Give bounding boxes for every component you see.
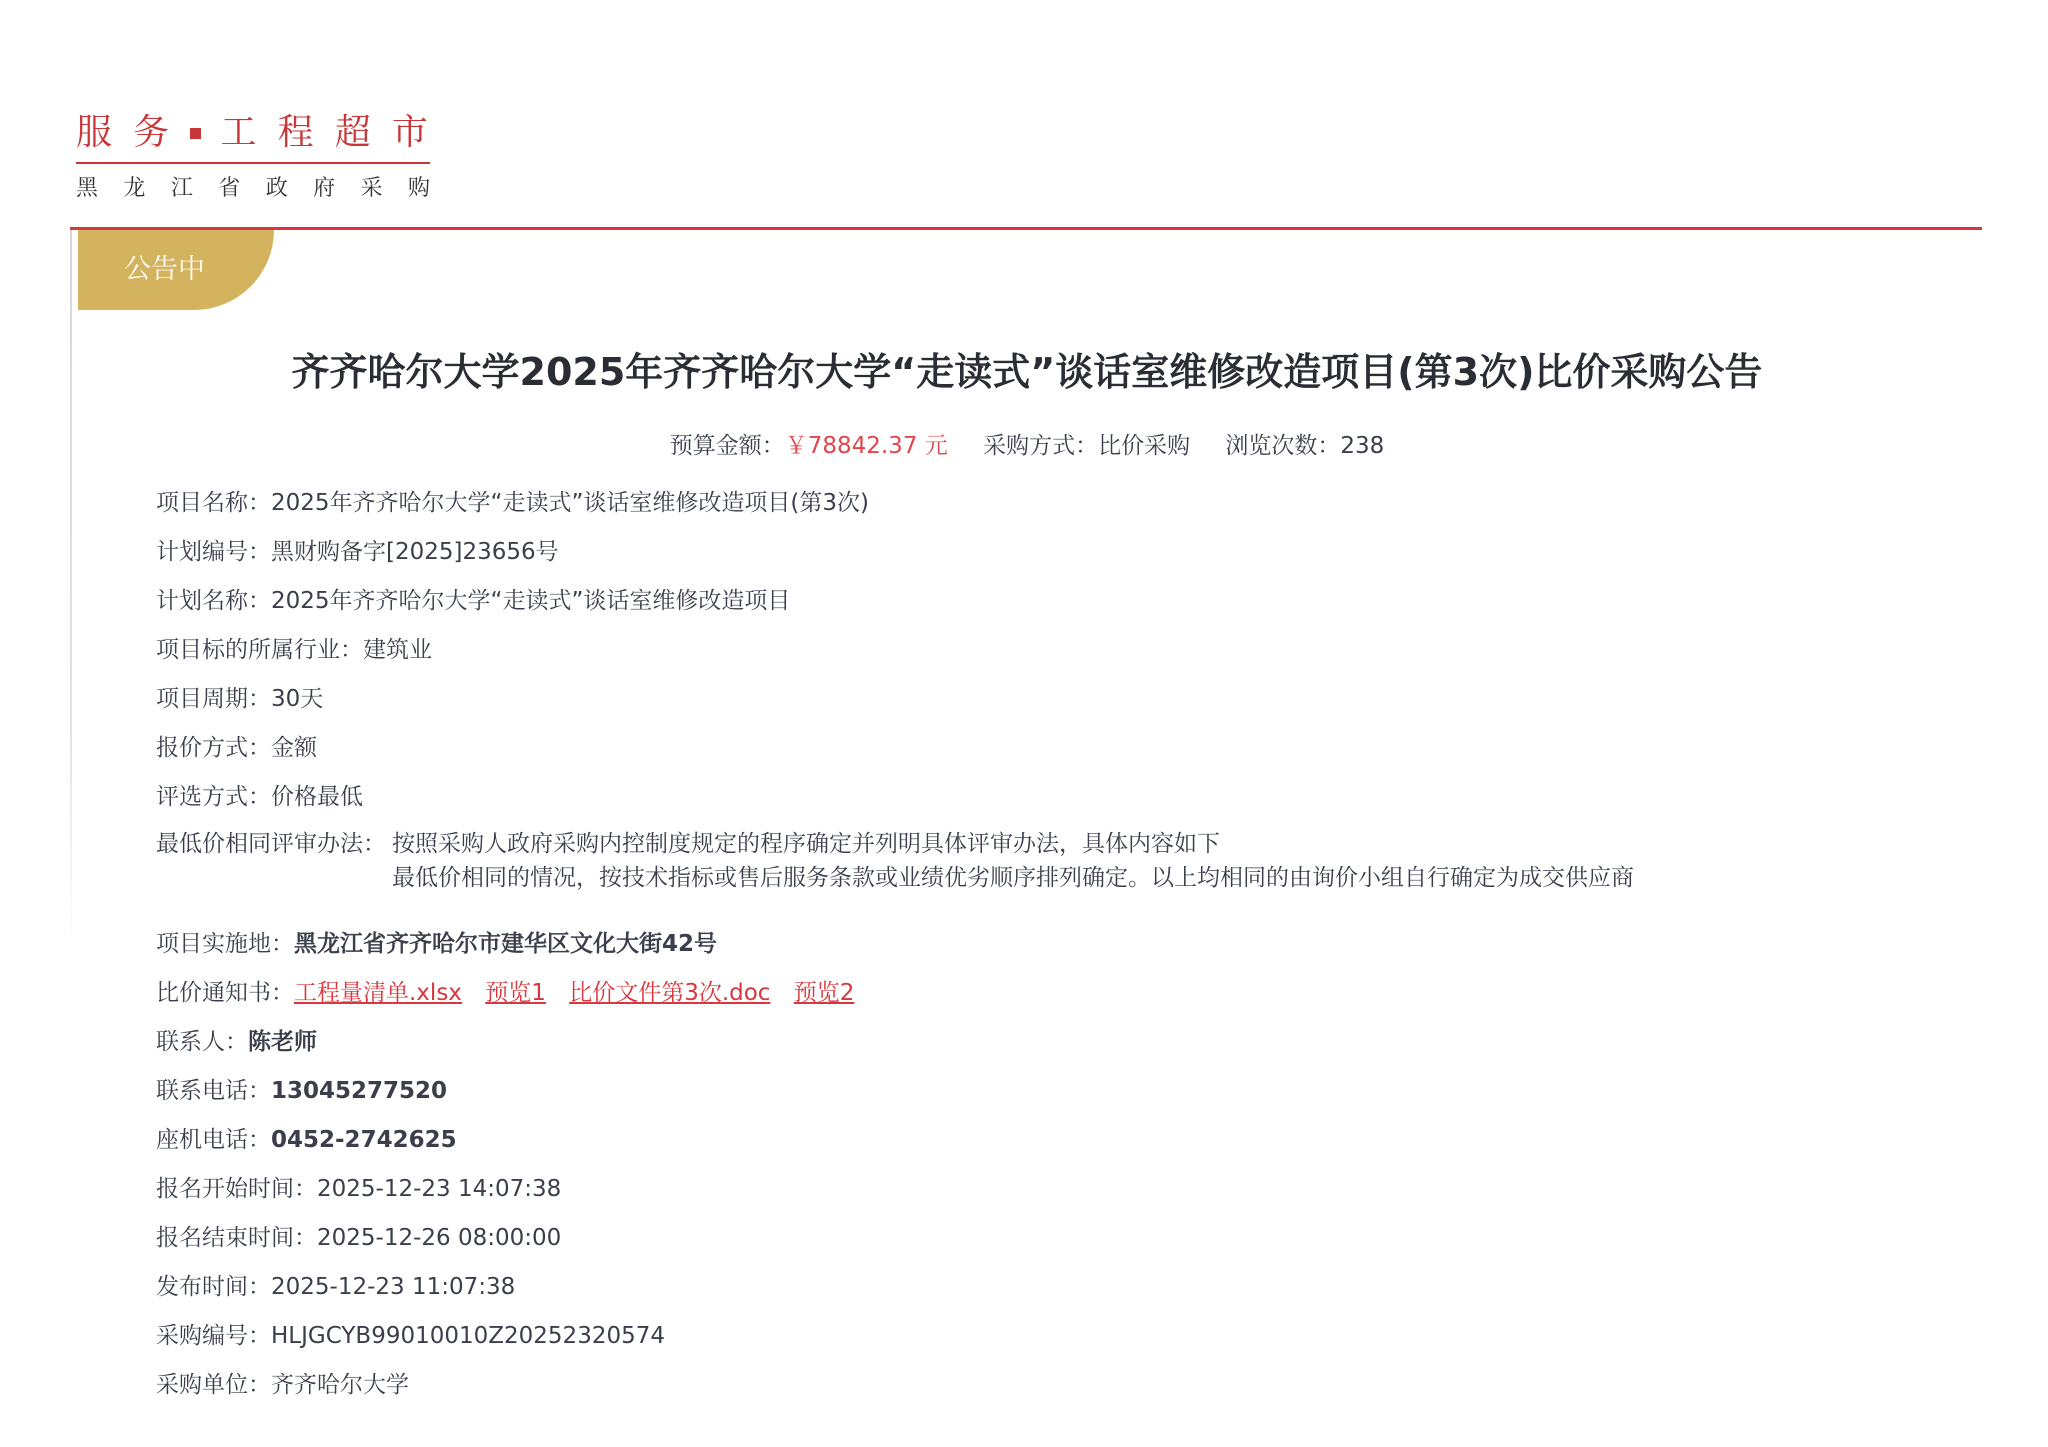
logo-sub-char: 省	[218, 176, 241, 201]
field-value: 金额	[271, 734, 317, 761]
method-value: 比价采购	[1098, 433, 1191, 459]
attachment-link-doc[interactable]: 比价文件第3次.doc	[569, 979, 771, 1006]
field-value: HLJGCYB99010010Z20252320574	[271, 1322, 665, 1349]
logo-sub-char: 府	[313, 176, 336, 201]
logo-sub-char: 采	[360, 176, 383, 201]
field-purchaser	[156, 1360, 1936, 1409]
field-period	[156, 674, 1936, 723]
logo-sub-char: 黑	[76, 176, 99, 201]
logo-sub-char: 江	[170, 176, 193, 201]
field-value: 13045277520	[271, 1077, 448, 1104]
field-value: 黑龙江省齐齐哈尔市建华区文化大街42号	[294, 930, 718, 957]
field-value-line: 按照采购人政府采购内控制度规定的程序确定并列明具体评审办法，具体内容如下	[392, 831, 1220, 857]
field-value: 30天	[271, 685, 324, 712]
field-plan-name	[156, 576, 1936, 625]
logo-sub-char: 龙	[123, 176, 146, 201]
field-notice	[156, 968, 1936, 1017]
logo-char: 工	[220, 112, 259, 153]
field-value: 2025-12-23 11:07:38	[271, 1273, 516, 1300]
logo-sub-char: 购	[407, 176, 430, 201]
logo-dot-icon	[190, 128, 201, 139]
field-value: 2025-12-26 08:00:00	[317, 1224, 562, 1251]
field-publish-time	[156, 1262, 1936, 1311]
field-label: 项目实施地：	[156, 930, 294, 957]
field-label: 联系电话：	[156, 1077, 271, 1104]
field-value-lines	[392, 827, 1634, 919]
logo-char: 超	[334, 112, 373, 153]
field-label: 联系人：	[156, 1028, 248, 1055]
field-selection-method	[156, 772, 1936, 821]
logo-char: 市	[391, 112, 430, 153]
field-phone	[156, 1066, 1936, 1115]
field-value: 2025-12-23 14:07:38	[317, 1175, 562, 1202]
field-label: 采购单位：	[156, 1371, 271, 1398]
views-info	[1225, 433, 1384, 459]
field-label: 项目标的所属行业：	[156, 636, 363, 663]
attachment-links	[294, 975, 870, 1011]
field-label: 最低价相同评审办法：	[156, 831, 386, 857]
field-procurement-no	[156, 1311, 1936, 1360]
field-label: 计划名称：	[156, 587, 271, 614]
logo-divider	[76, 162, 430, 164]
method-info	[983, 433, 1190, 459]
preview-link-1[interactable]: 预览1	[485, 979, 546, 1006]
preview-link-2[interactable]: 预览2	[793, 979, 855, 1006]
budget-info	[670, 433, 948, 459]
logo-char: 服	[76, 112, 115, 153]
field-value: 0452-2742625	[271, 1126, 457, 1153]
field-label: 评选方式：	[156, 783, 271, 810]
views-value: 238	[1340, 433, 1385, 459]
field-label: 报名开始时间：	[156, 1175, 317, 1202]
field-label: 项目周期：	[156, 685, 271, 712]
field-label: 比价通知书：	[156, 979, 294, 1006]
field-label: 座机电话：	[156, 1126, 271, 1153]
field-label: 采购编号：	[156, 1322, 271, 1349]
logo-subtitle	[76, 174, 430, 204]
field-value: 建筑业	[363, 636, 432, 663]
field-tie-method	[156, 821, 1936, 919]
logo-char: 程	[277, 112, 316, 153]
field-value: 齐齐哈尔大学	[271, 1371, 409, 1398]
field-label: 发布时间：	[156, 1273, 271, 1300]
views-label: 浏览次数：	[1225, 433, 1341, 459]
field-contact	[156, 1017, 1936, 1066]
field-landline	[156, 1115, 1936, 1164]
field-value: 陈老师	[248, 1028, 317, 1055]
site-logo[interactable]	[76, 110, 430, 204]
field-label: 项目名称：	[156, 489, 271, 516]
page-title: 齐齐哈尔大学2025年齐齐哈尔大学“走读式”谈话室维修改造项目(第3次)比价采购公告	[291, 350, 1763, 394]
field-location	[156, 919, 1936, 968]
budget-value: ￥78842.37 元	[784, 433, 948, 459]
logo-char: 务	[133, 112, 172, 153]
summary-bar	[78, 428, 1976, 464]
method-label: 采购方式：	[983, 433, 1099, 459]
logo-title	[76, 110, 430, 156]
budget-label: 预算金额：	[669, 433, 785, 459]
field-quote-method	[156, 723, 1936, 772]
field-value: 2025年齐齐哈尔大学“走读式”谈话室维修改造项目(第3次)	[271, 489, 869, 516]
attachment-link-xlsx[interactable]: 工程量清单.xlsx	[294, 979, 462, 1006]
field-reg-end	[156, 1213, 1936, 1262]
field-label: 报名结束时间：	[156, 1224, 317, 1251]
field-industry	[156, 625, 1936, 674]
field-value: 黑财购备字[2025]23656号	[271, 538, 559, 565]
field-reg-start	[156, 1164, 1936, 1213]
field-value: 2025年齐齐哈尔大学“走读式”谈话室维修改造项目	[271, 587, 791, 614]
field-value-line: 最低价相同的情况，按技术指标或售后服务条款或业绩优劣顺序排列确定。以上均相同的由询价小组自行确定为成交供应商	[392, 865, 1634, 891]
logo-sub-char: 政	[265, 176, 288, 201]
field-label: 计划编号：	[156, 538, 271, 565]
field-plan-number	[156, 527, 1936, 576]
status-badge: 公告中	[78, 230, 274, 310]
detail-fields	[156, 478, 1936, 1409]
field-label: 报价方式：	[156, 734, 271, 761]
field-project-name	[156, 478, 1936, 527]
field-value: 价格最低	[271, 783, 363, 810]
